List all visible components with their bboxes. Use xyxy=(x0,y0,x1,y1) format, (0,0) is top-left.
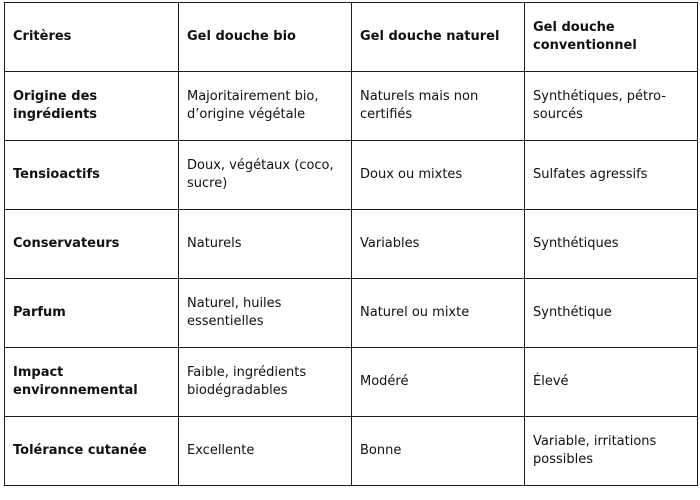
table-row xyxy=(5,348,698,417)
table-body xyxy=(5,72,698,486)
header-criteria: Critères xyxy=(5,3,179,72)
table-cell: Sulfates agressifs xyxy=(525,141,698,210)
table-row xyxy=(5,210,698,279)
table-row xyxy=(5,279,698,348)
row-label: Conservateurs xyxy=(5,210,179,279)
table-row xyxy=(5,72,698,141)
table-cell: Doux, végétaux (coco, sucre) xyxy=(179,141,352,210)
table-cell: Naturels mais non certifiés xyxy=(352,72,525,141)
table-cell: Naturel ou mixte xyxy=(352,279,525,348)
header-natural-gel: Gel douche naturel xyxy=(352,3,525,72)
table-header xyxy=(5,3,698,72)
table-row xyxy=(5,141,698,210)
table-cell: Excellente xyxy=(179,417,352,486)
table-cell: Synthétiques xyxy=(525,210,698,279)
header-row xyxy=(5,3,698,72)
header-organic-gel: Gel douche bio xyxy=(179,3,352,72)
table-cell: Variables xyxy=(352,210,525,279)
table-cell: Doux ou mixtes xyxy=(352,141,525,210)
table-cell: Synthétiques, pétro-sourcés xyxy=(525,72,698,141)
table-cell: Majoritairement bio, d’origine végétale xyxy=(179,72,352,141)
table-cell: Variable, irritations possibles xyxy=(525,417,698,486)
header-conventional-gel: Gel douche conventionnel xyxy=(525,3,698,72)
table-cell: Modéré xyxy=(352,348,525,417)
row-label: Impact environnemental xyxy=(5,348,179,417)
row-label: Parfum xyxy=(5,279,179,348)
row-label: Tolérance cutanée xyxy=(5,417,179,486)
table-cell: Naturel, huiles essentielles xyxy=(179,279,352,348)
table-cell: Élevé xyxy=(525,348,698,417)
table-row xyxy=(5,417,698,486)
table-cell: Bonne xyxy=(352,417,525,486)
row-label: Origine des ingrédients xyxy=(5,72,179,141)
table-cell: Naturels xyxy=(179,210,352,279)
row-label: Tensioactifs xyxy=(5,141,179,210)
table-cell: Synthétique xyxy=(525,279,698,348)
comparison-table xyxy=(4,2,698,486)
table-cell: Faible, ingrédients biodégradables xyxy=(179,348,352,417)
